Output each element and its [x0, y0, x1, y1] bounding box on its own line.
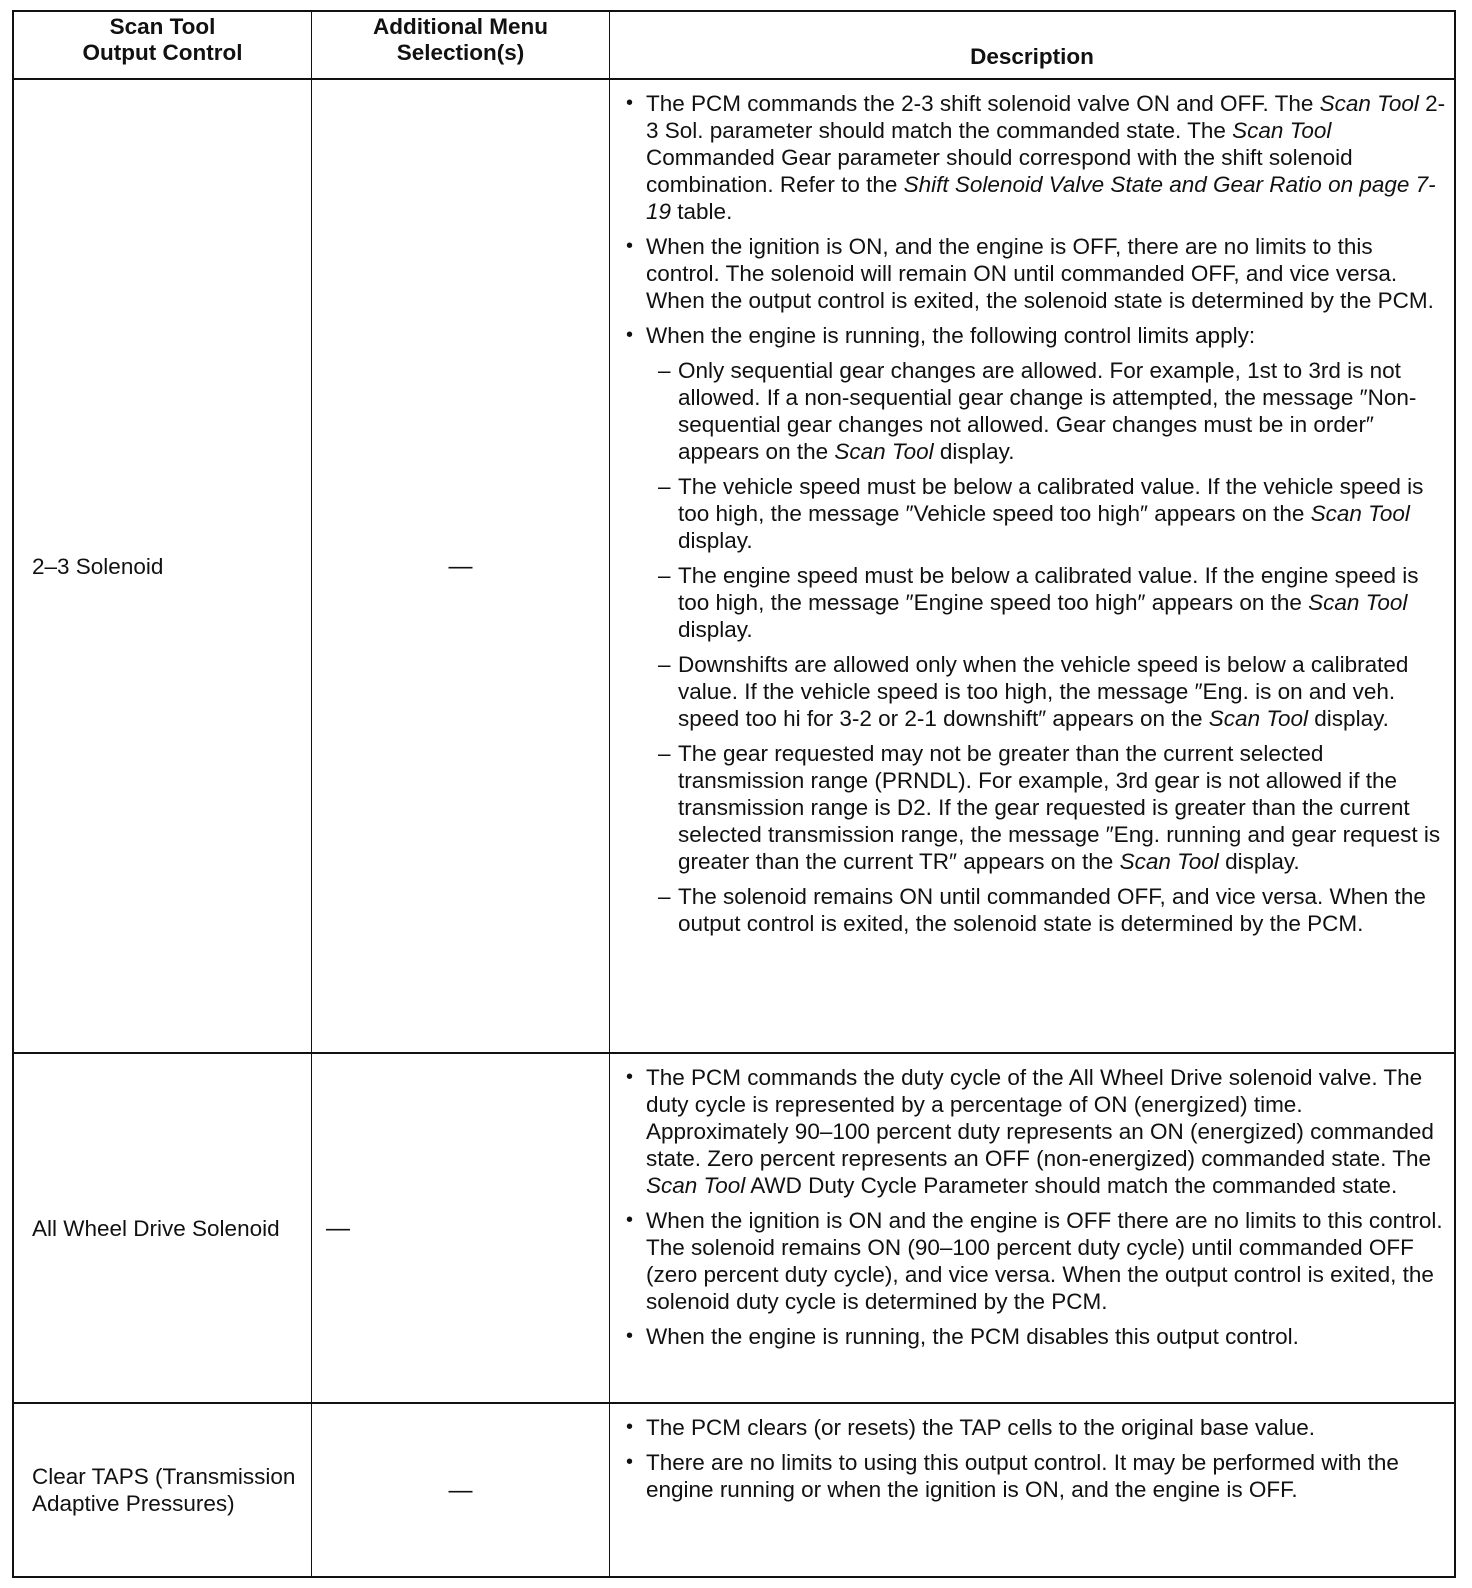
- output-control-cell: All Wheel Drive Solenoid: [14, 1054, 312, 1402]
- list-item: • When the engine is running, the PCM disables this output control.: [646, 1323, 1446, 1350]
- header-additional-menu-selections: Additional Menu Selection(s): [312, 12, 610, 78]
- header-scan-tool-output-control: Scan Tool Output Control: [14, 12, 312, 78]
- list-item: • When the engine is running, the following control limits apply:: [646, 322, 1446, 349]
- table-row: [14, 1052, 1454, 1402]
- table-row: [14, 78, 1454, 1052]
- list-item: • There are no limits to using this output control. It may be performed with the engine running or when the ignition is ON, and the engine is OFF.: [646, 1449, 1446, 1503]
- list-item: • The PCM commands the duty cycle of the All Wheel Drive solenoid valve. The duty cycle is represented by a percentage of ON (energized) time. Approximately 90–100 percent duty represents an ON (energized) commanded state. Zero percent represents an OFF (non-energized) commanded state. The Scan Tool AWD Duty Cycle Parameter should match the commanded state.: [646, 1064, 1446, 1199]
- output-control-cell: Clear TAPS (Transmission Adaptive Pressures): [14, 1404, 312, 1576]
- sub-list-item: – Downshifts are allowed only when the vehicle speed is below a calibrated value. If the vehicle speed is too high, the message ″Eng. is on and veh. speed too hi for 3-2 or 2-1 downshift″ appears on the Scan Tool display.: [678, 651, 1446, 732]
- sub-list-item: – The solenoid remains ON until commanded OFF, and vice versa. When the output control is exited, the solenoid state is determined by the PCM.: [678, 883, 1446, 937]
- sub-list-item: – The vehicle speed must be below a calibrated value. If the vehicle speed is too high, the message ″Vehicle speed too high″ appears on the Scan Tool display.: [678, 473, 1446, 554]
- description-cell: [610, 1404, 1454, 1576]
- list-item: • When the ignition is ON, and the engine is OFF, there are no limits to this control. The solenoid will remain ON until commanded OFF, and vice versa. When the output control is exited, the solenoid state is determined by the PCM.: [646, 233, 1446, 314]
- output-control-table: [12, 10, 1456, 1578]
- output-control-cell: 2–3 Solenoid: [14, 80, 312, 1052]
- header-description: Description: [970, 44, 1094, 69]
- menu-selection-cell: —: [312, 80, 610, 1052]
- sub-list-item: – Only sequential gear changes are allowed. For example, 1st to 3rd is not allowed. If a non-sequential gear change is attempted, the message ″Non-sequential gear changes not allowed. Gear changes must be in order″ appears on the Scan Tool display.: [678, 357, 1446, 465]
- sub-list-item: – The gear requested may not be greater than the current selected transmission range (PRNDL). For example, 3rd gear is not allowed if the transmission range is D2. If the gear requested is greater than the current selected transmission range, the message ″Eng. running and gear request is greater than the current TR″ appears on the Scan Tool display.: [678, 740, 1446, 875]
- table-row: [14, 1402, 1454, 1576]
- menu-selection-cell: —: [312, 1404, 610, 1576]
- list-item: • The PCM commands the 2-3 shift solenoid valve ON and OFF. The Scan Tool 2-3 Sol. parameter should match the commanded state. The Scan Tool Commanded Gear parameter should correspond with the shift solenoid combination. Refer to the Shift Solenoid Valve State and Gear Ratio on page 7-19 table.: [646, 90, 1446, 225]
- menu-selection-cell: —: [312, 1054, 610, 1402]
- table-header-row: [14, 12, 1454, 78]
- description-cell: [610, 1054, 1454, 1402]
- sub-list-item: – The engine speed must be below a calibrated value. If the engine speed is too high, the message ″Engine speed too high″ appears on the Scan Tool display.: [678, 562, 1446, 643]
- list-item: • The PCM clears (or resets) the TAP cells to the original base value.: [646, 1414, 1446, 1441]
- description-cell: [610, 80, 1454, 1052]
- list-item: • When the ignition is ON and the engine is OFF there are no limits to this control. The solenoid remains ON (90–100 percent duty cycle) until commanded OFF (zero percent duty cycle), and vice versa. When the output control is exited, the solenoid duty cycle is determined by the PCM.: [646, 1207, 1446, 1315]
